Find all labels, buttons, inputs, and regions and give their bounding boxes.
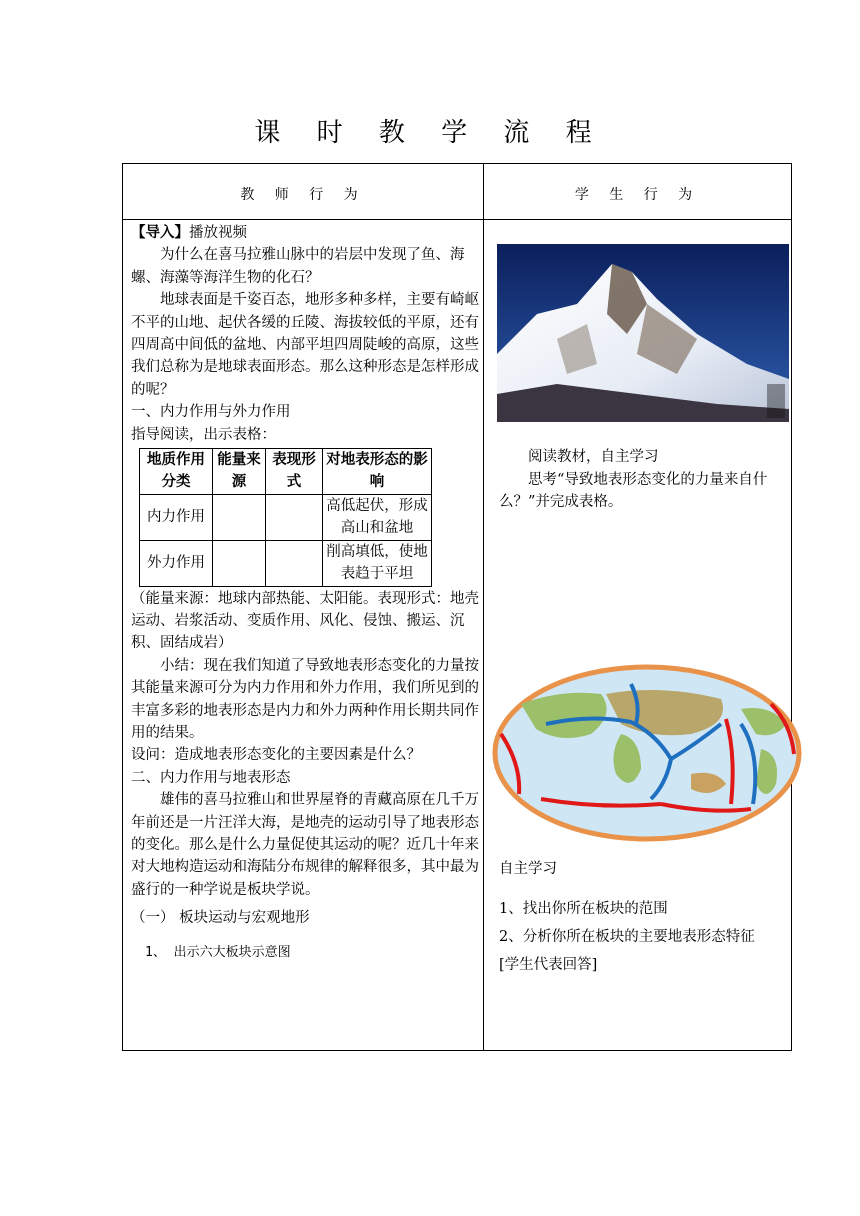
intro-text: 播放视频 <box>189 225 247 241</box>
table-header-cell: 对地表形态的影响 <box>323 449 432 495</box>
teacher-header: 教 师 行 为 <box>240 187 366 203</box>
intro-tag: 【导入】 <box>131 224 189 241</box>
table-cell <box>213 494 266 540</box>
answer-note: [学生代表回答] <box>499 957 598 973</box>
table-header-cell: 表现形式 <box>266 449 323 495</box>
read-instruction: 阅读教材，自主学习 <box>528 449 659 465</box>
page-title: 课 时 教 学 流 程 <box>254 118 606 148</box>
self-study-label: 自主学习 <box>499 861 557 877</box>
table-header-row <box>140 449 432 495</box>
table-cell <box>266 494 323 540</box>
task-item: 1、找出你所在板块的范围 <box>499 901 668 917</box>
question-line: 设问：造成地表形态变化的主要因素是什么？ <box>131 747 421 764</box>
table-cell: 削高填低，使地表趋于平坦 <box>323 540 432 586</box>
list-item: 1、 出示六大板块示意图 <box>145 944 291 960</box>
plate-paragraph: 雄伟的喜马拉雅山和世界屋脊的青藏高原在几千万年前还是一片汪洋大海，是地壳的运动引导了地表形态的变化。那么是什么力量促使其运动的呢？近几十年来对大地构造运动和海陆分布规律的解释很多，其中最为盛行的一种学说是板块学说。 <box>131 792 479 898</box>
teacher-column <box>131 222 479 964</box>
subsection-heading: （一） 板块运动与宏观地形 <box>131 910 310 927</box>
plate-map <box>491 664 803 842</box>
force-table <box>139 448 432 586</box>
section-heading-2: 二、内力作用与地表形态 <box>131 769 291 786</box>
paragraph-landforms: 地球表面是千姿百态，地形多种多样，主要有崎岖不平的山地、起伏各缓的丘陵、海拔较低的平原，还有四周高中间低的盆地、内部平坦四周陡峻的高原，这些我们总称为是地球表面形态。那么这种形态是怎样形成的呢？ <box>131 292 479 398</box>
intro-line <box>131 222 479 244</box>
table-cell <box>213 540 266 586</box>
paragraph-question: 为什么在喜马拉雅山脉中的岩层中发现了鱼、海螺、海藻等海洋生物的化石？ <box>131 247 465 286</box>
student-header: 学 生 行 为 <box>574 187 701 203</box>
table-cell <box>266 540 323 586</box>
section-heading-1: 一、内力作用与外力作用 <box>131 404 291 421</box>
task-item: 2、分析你所在板块的主要地表形态特征 <box>499 929 755 945</box>
energy-note: （能量来源：地球内部热能、太阳能。表现形式：地壳运动、岩浆活动、变质作用、风化、侵蚀、搬运、沉积、固结成岩） <box>131 590 479 652</box>
summary-paragraph: 小结：现在我们知道了导致地表形态变化的力量按其能量来源可分为内力作用和外力作用，我们所见到的丰富多彩的地表形态是内力和外力两种作用长期共同作用的结果。 <box>131 657 479 741</box>
table-row <box>140 540 432 586</box>
table-header-cell: 地质作用分类 <box>140 449 213 495</box>
table-cell: 内力作用 <box>140 494 213 540</box>
table-row <box>140 494 432 540</box>
think-prompt: 思考“导致地表形态变化的力量来自什么？”并完成表格。 <box>499 472 768 511</box>
table-cell: 高低起伏，形成高山和盆地 <box>323 494 432 540</box>
guide-text: 指导阅读，出示表格： <box>131 426 276 443</box>
himalaya-photo <box>497 244 789 422</box>
lesson-table <box>122 163 792 1051</box>
column-divider <box>483 164 484 1050</box>
table-cell: 外力作用 <box>140 540 213 586</box>
table-header-cell: 能量来源 <box>213 449 266 495</box>
header-divider <box>123 219 791 220</box>
